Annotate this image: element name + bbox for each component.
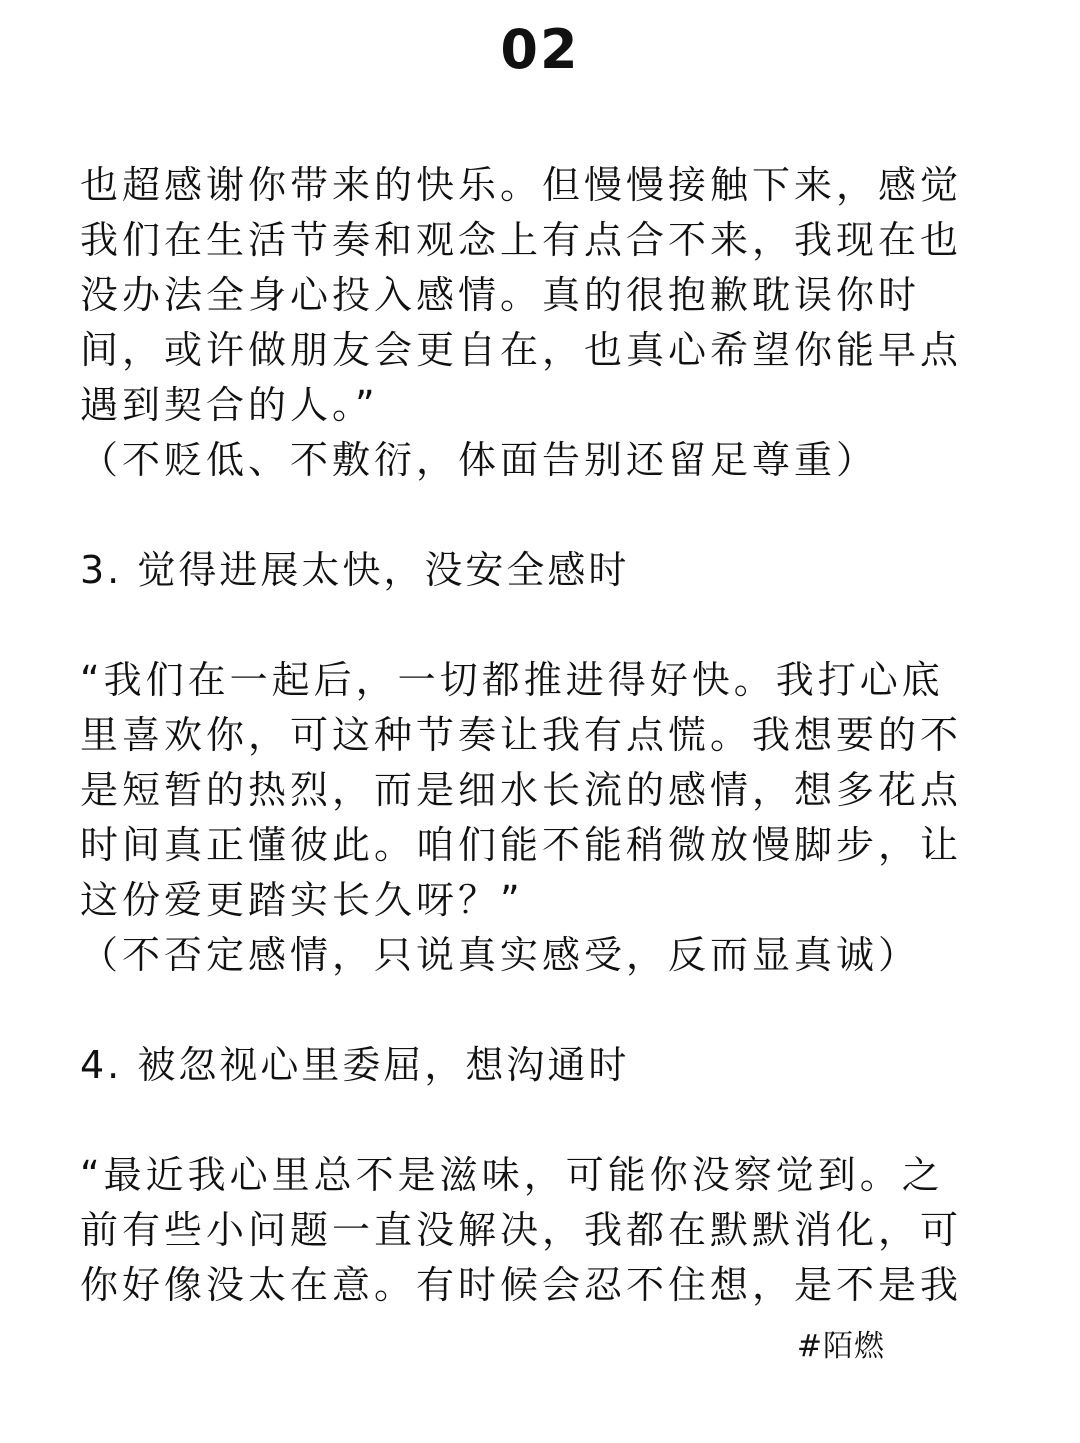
- text-line: 也超感谢你带来的快乐。但慢慢接触下来，感觉: [80, 163, 963, 207]
- section-3-heading: 3. 觉得进展太快，没安全感时: [80, 548, 630, 592]
- section-4-heading-block: [80, 1038, 1004, 1093]
- text-line: 遇到契合的人。”: [80, 383, 379, 427]
- spacer: [80, 598, 1004, 653]
- text-line: 间，或许做朋友会更自在，也真心希望你能早点: [80, 328, 963, 372]
- text-line: 前有些小问题一直没解决，我都在默默消化，可: [80, 1208, 963, 1252]
- text-line: 没办法全身心投入感情。真的很抱歉耽误你时: [80, 273, 921, 317]
- section-3-heading-block: [80, 543, 1004, 598]
- paragraph-note: （不贬低、不敷衍，体面告别还留足尊重）: [80, 438, 879, 482]
- text-line: 你好像没太在意。有时候会忍不住想，是不是我: [80, 1263, 963, 1307]
- text-line: “我们在一起后，一切都推进得好快。我打心底: [80, 658, 944, 702]
- spacer: [80, 488, 1004, 543]
- text-line: 里喜欢你，可这种节奏让我有点慌。我想要的不: [80, 713, 963, 757]
- section-4-heading: 4. 被忽视心里委屈，想沟通时: [80, 1043, 630, 1087]
- text-line: 时间真正懂彼此。咱们能不能稍微放慢脚步，让: [80, 823, 963, 867]
- paragraph-2-end: [80, 158, 1004, 488]
- section-4-paragraph: [80, 1148, 1004, 1313]
- spacer: [80, 1093, 1004, 1148]
- page-title: 02: [500, 18, 580, 81]
- content-body: [80, 158, 1004, 1313]
- paragraph-note: （不否定感情，只说真实感受，反而显真诚）: [80, 933, 921, 977]
- text-line: 我们在生活节奏和观念上有点合不来，我现在也: [80, 218, 963, 262]
- spacer: [80, 983, 1004, 1038]
- text-line: 是短暂的热烈，而是细水长流的感情，想多花点: [80, 768, 963, 812]
- section-3-paragraph: [80, 653, 1004, 983]
- text-line: 这份爱更踏实长久呀？”: [80, 878, 524, 922]
- text-line: “最近我心里总不是滋味，可能你没察觉到。之: [80, 1153, 944, 1197]
- hashtag-label: #陌燃: [796, 1329, 885, 1364]
